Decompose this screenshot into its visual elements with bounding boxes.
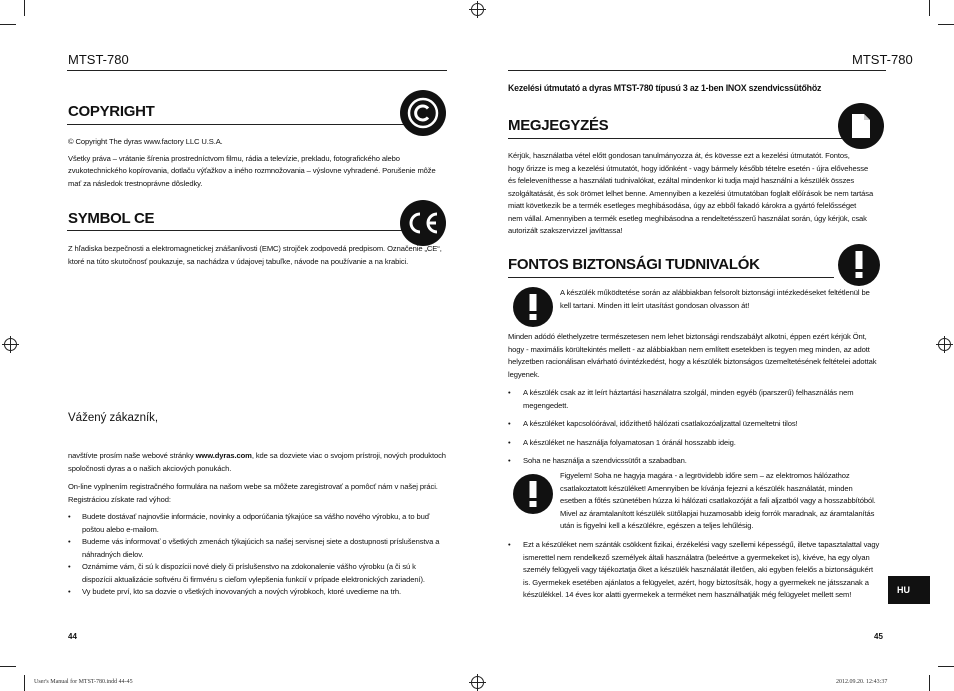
right-header-rule [508, 70, 886, 71]
warning-exclamation-icon [513, 474, 553, 514]
list-item: • A készülék csak az itt leírt háztartási használatra szolgál, minden egyéb (iparszerű) felhasználás nem megengedett. [508, 387, 878, 412]
register-paragraph: On-line vyplnením registračného formulára na našom webe sa môžete zaregistrovať a pomôcť nám v našej práci. Registráciou získate rad výhod: [68, 482, 438, 504]
symbol-ce-title: SYMBOL CE [68, 210, 155, 227]
list-item: • Vy budete prví, kto sa dozvie o všetkých inovovaných a nových výrobkoch, ktoré uvedieme na trh. [68, 586, 446, 599]
copyright-rule [67, 124, 407, 125]
copyright-text [68, 136, 446, 190]
safety-intro: Minden adódó élethelyzetre természetesen nem lehet biztonsági rendszabályt alkotni, éppen ezért kérjük Önt, hogy - maximális körültekintés mellett - az alábbiakban nem említett esetekben is tegyen meg minden, az adott helyzetben racionálisan elvárható óvintézkedést, hogy a készülék biztonságos üzemeltetésének feltételei adottak legyenek. [508, 332, 877, 379]
right-model-label: MTST-780 [852, 52, 913, 67]
note-icon [838, 103, 884, 149]
list-item: • Budeme vás informovať o všetkých zmenách týkajúcich sa našej servisnej siete a dostupnosti príslušenstva a náhradných dielov. [68, 536, 446, 561]
list-item: • A készüléket kapcsolóórával, időzíthető hálózati csatlakozóaljzattal üzemeltetni tilos! [508, 418, 878, 431]
left-page-number: 44 [68, 632, 77, 641]
list-item: • Budete dostávať najnovšie informácie, novinky a odporúčania týkajúce sa vášho nového výrobku, a to buď poštou alebo e-mailom. [68, 511, 446, 536]
exclamation-icon [838, 244, 880, 286]
left-model-label: MTST-780 [68, 52, 129, 67]
registration-mark-right [938, 338, 951, 351]
website-link[interactable]: www.dyras.com [195, 451, 252, 460]
safety-list-last [508, 539, 882, 602]
list-item: • Ezt a készüléket nem szánták csökkent fizikai, érzékelési vagy szellemi képességű, illetve tapasztalattal vagy ismerettel nem rendelkező személyek általi használatra (beleértve a gyermekeket is), kivéve, ha egy olyan személy felügyeli vagy tájékoztatja őket a készülék használatát illetően, aki egyben felelős a biztonságukért is. Gyermekek esetében ajánlatos a felügyelet, azért, hogy biztosítsák, hogy a gyermekek ne játsszanak a készülékkel. 14 éves kor alatti gyermekek a terméket nem használhatják még felügyelet mellett sem! [508, 539, 882, 602]
copyright-title: COPYRIGHT [68, 103, 155, 120]
megjegyzes-text: Kérjük, használatba vétel előtt gondosan tanulmányozza át, és kövesse ezt a kezelési útmutatót. Fontos, hogy őrizze is meg a kezelési útmutatót, hogy időnként - vagy bármely később tételre esetén - újra elővehesse és feleleveníthesse a használati tudnivalókat, ezáltal mindenkor ki tudja majd használni a készülék összes szolgáltatását, és sok örömet lelhet benne. Amennyiben a kezelési útmutatóban foglalt előírások be nem tartása miatt következik be a termék esetleges meghibásodása, úgy az ebből fakadó károkra a gyártó felelősséget nem vállal. Amennyiben a termék esetleg meghibásodna a rendeltetésszerű használat során, úgy kérjük, csak autorizált szakszervizzel javíttassa! [508, 151, 874, 235]
print-slug-file: User's Manual for MTST-780.indd 44-45 [34, 679, 133, 685]
safety-rule [508, 277, 834, 278]
list-item: • Soha ne használja a szendvicssütőt a szabadban. [508, 455, 878, 468]
safety-title: FONTOS BIZTONSÁGI TUDNIVALÓK [508, 256, 760, 273]
copyright-rights: Všetky práva – vrátanie šírenia prostredníctvom filmu, rádia a televízie, prekladu, fotografického alebo zvukotechnického kopírovania, dotlaču výťažkov a iného rozmnožovania – výslovne vyhradené. Porušenie môže mať za následok trestnoprávne dôsledky. [68, 153, 436, 188]
left-header-rule [67, 70, 447, 71]
megjegyzes-rule [508, 138, 846, 139]
manual-header: Kezelési útmutató a dyras MTST-780 típusú 3 az 1-ben INOX szendvicssütőhöz [508, 83, 822, 93]
visit-paragraph: navštívte prosím naše webové stránky www.dyras.com, kde sa dozviete viac o svojom prístroji, nových produktoch spoločnosti dyras a o našich akciových ponukách. [68, 451, 446, 473]
left-body-text [68, 450, 446, 599]
benefits-list [68, 511, 446, 599]
right-page-number: 45 [874, 632, 883, 641]
copyright-line: © Copyright The dyras www.factory LLC U.S.A. [68, 137, 223, 146]
copyright-icon [400, 90, 446, 136]
ce-mark-icon [400, 200, 446, 246]
registration-mark-top [471, 3, 484, 16]
registration-mark-bottom [471, 676, 484, 689]
registration-mark-left [4, 338, 17, 351]
warning-exclamation-icon [513, 287, 553, 327]
safety-list [508, 387, 878, 468]
list-item: • A készüléket ne használja folyamatosan 1 óránál hosszabb ideig. [508, 437, 878, 450]
greeting: Vážený zákazník, [68, 412, 159, 424]
megjegyzes-title: MEGJEGYZÉS [508, 117, 609, 134]
print-slug-date: 2012.09.20. 12:43:37 [836, 679, 888, 685]
symbol-ce-text: Z hľadiska bezpečnosti a elektromagnetickej znášanlivosti (EMC) strojček zodpovedá predpisom. Označenie „CE“, ktoré na túto skutočnosť poukazuje, sa nachádza v údajovej tabuľke, návode na používanie a na krabici. [68, 244, 442, 266]
safety-warning-2: Figyelem! Soha ne hagyja magára - a legrövidebb időre sem – az elektromos hálózathoz csatlakoztatott készüléket! Amennyiben be kívánja fejezni a készülék használatát, minden esetben a főtés szünetében húzza ki hálózati csatlakozóját a fali aljzatból vagy a hosszabbítóból. Mivel az áramtalanított készülék sütőlapjai huzamosabb ideig forrók maradnak, az áramtalanítás után is figyelni kell a készülékre, egészen a teljes lehűlésig. [560, 471, 876, 530]
list-item: • Oznámime vám, či sú k dispozícii nové diely či príslušenstvo na zdokonalenie vášho výrobku (a či sú k dispozícii aktualizácie softvéru či firmvéru s cieľom vylepšenia funkcií v prípade elektronických zariadení). [68, 561, 446, 586]
symbol-ce-rule [67, 230, 407, 231]
safety-warning-1: A készülék működtetése során az alábbiakban felsorolt biztonsági intézkedéseket feltétlenül be kell tartani. Minden itt leírt utasítást gondosan olvasson át! [560, 288, 870, 310]
language-tab: HU [888, 576, 930, 604]
